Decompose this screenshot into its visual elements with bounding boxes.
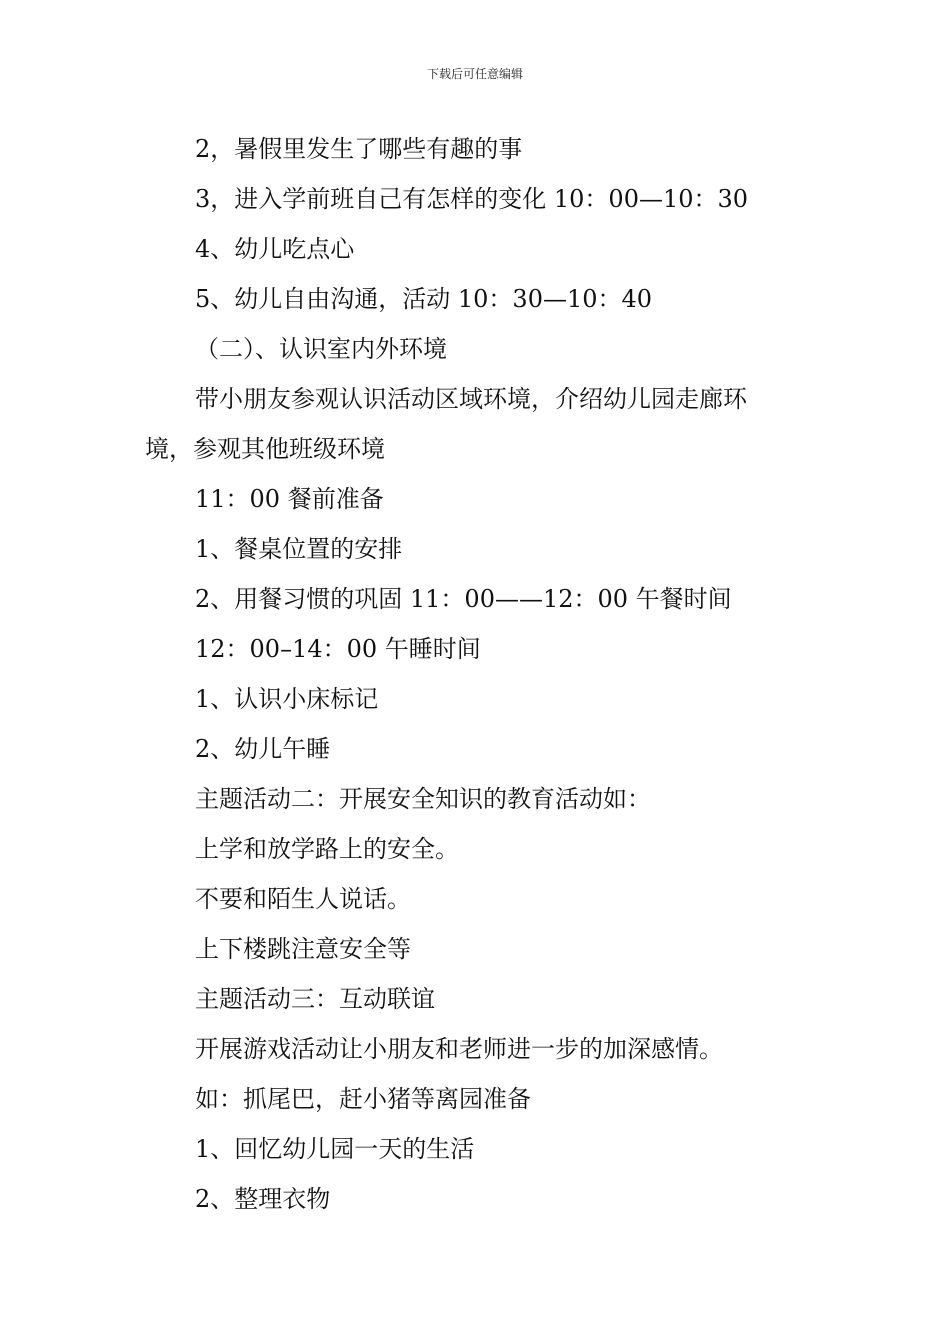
text-line: 1、回忆幼儿园一天的生活 [195,1135,475,1163]
text-line: 带小朋友参观认识活动区域环境，介绍幼儿园走廊环 [195,385,747,413]
page-header: 下载后可任意编辑 [426,67,523,81]
text-line: 主题活动三：互动联谊 [195,985,435,1013]
text-line: 1、餐桌位置的安排 [195,535,403,563]
text-line: 12：00–14：00 午睡时间 [195,635,481,663]
text-line: 11：00 餐前准备 [195,485,384,513]
text-line: 上下楼跳注意安全等 [195,935,411,963]
text-line: 主题活动二：开展安全知识的教育活动如： [195,785,651,813]
text-line: 2、用餐习惯的巩固 11：00——12：00 午餐时间 [195,585,732,613]
text-line: 2、幼儿午睡 [195,735,331,763]
text-line: 如：抓尾巴，赶小猪等离园准备 [195,1085,531,1113]
text-line: 5、幼儿自由沟通，活动 10：30—10：40 [195,285,653,313]
text-line: 开展游戏活动让小朋友和老师进一步的加深感情。 [195,1035,723,1063]
text-line: 4、幼儿吃点心 [195,235,355,263]
text-line: 1、认识小床标记 [195,685,379,713]
text-line: 3，进入学前班自己有怎样的变化 10：00—10：30 [195,185,749,213]
text-line: 2，暑假里发生了哪些有趣的事 [195,135,523,163]
text-line: 不要和陌生人说话。 [195,885,411,913]
section-heading: （二）、认识室内外环境 [195,335,447,363]
text-line: 上学和放学路上的安全。 [195,835,459,863]
text-line: 2、整理衣物 [195,1185,331,1213]
document-body [145,124,825,1224]
text-line-continuation: 境，参观其他班级环境 [145,435,385,463]
